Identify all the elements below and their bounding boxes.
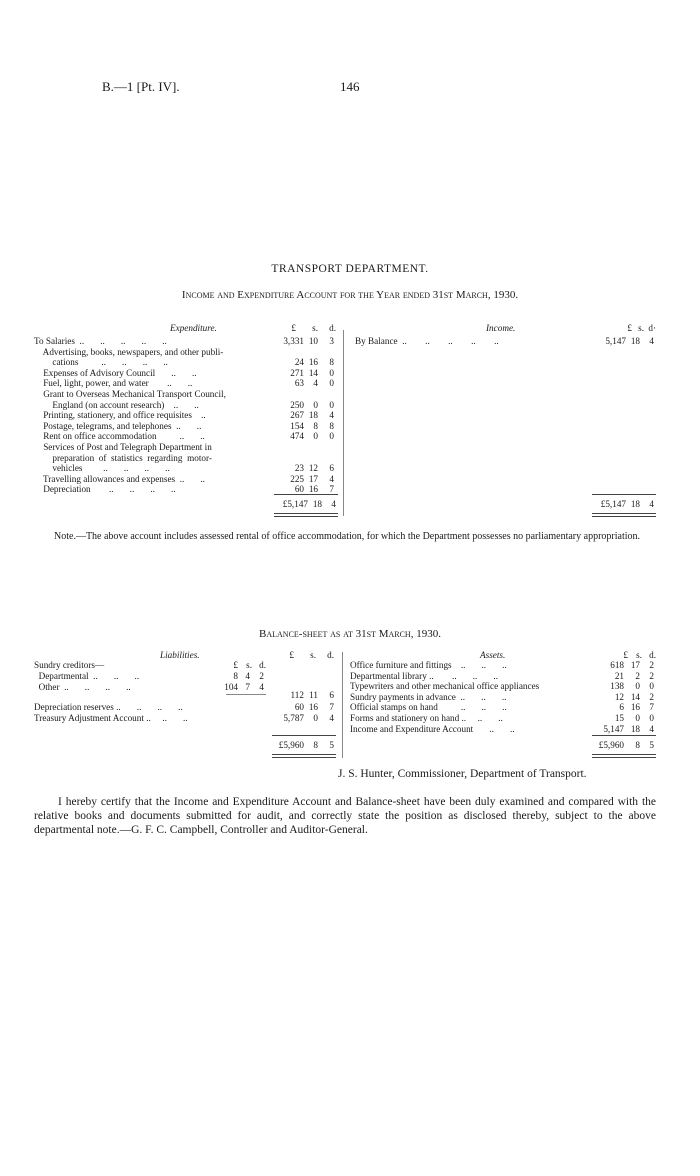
expenditure-line-pence: 0 [329, 378, 334, 389]
expenditure-line-shillings: 12 [308, 463, 318, 474]
asset-line-pence: 2 [649, 660, 654, 670]
expenditure-line-pounds: 225 [290, 473, 304, 484]
bs-sub-col-pence: d. [259, 660, 266, 670]
expenditure-line-text: Grant to Overseas Mechanical Transport Council, [34, 389, 226, 399]
asset-total-rule-top [592, 735, 656, 736]
asset-line-text: Forms and stationery on hand .. .. .. [350, 713, 503, 723]
creditor-shillings: 4 [245, 671, 250, 681]
ie-col-shillings: s. [312, 323, 318, 333]
expenditure-line-shillings: 18 [308, 410, 318, 421]
liab-total-rule-top [272, 735, 336, 736]
expenditure-line-text: Rent on office accommodation .. .. [34, 431, 205, 442]
expenditure-line-shillings: 17 [308, 473, 318, 484]
ie-col-pounds: £ [291, 323, 296, 333]
liability-pence: 7 [329, 702, 334, 712]
creditor-pounds: 8 [233, 671, 238, 681]
expenditure-line-text: preparation of statistics regarding motor- [34, 452, 212, 463]
asset-line-pence: 7 [649, 702, 654, 713]
asset-line-text: Sundry payments in advance .. .. .. [350, 691, 507, 702]
expenditure-line-shillings: 4 [313, 378, 318, 389]
asset-line-shillings: 2 [635, 670, 640, 681]
inc-total-shillings: 18 [630, 499, 640, 509]
bs-assets-col-pounds: £ [623, 650, 628, 660]
asset-line-pounds: 21 [614, 670, 624, 681]
expenditure-line-pounds: 3,331 [283, 336, 304, 346]
asset-line-pounds: 6 [619, 702, 624, 713]
expenditure-line-text: Advertising, books, newspapers, and other publi- [34, 346, 224, 357]
creditors-subtotal-pounds: 112 [290, 690, 304, 700]
expenditure-line-text: Fuel, light, power, and water .. .. [34, 378, 193, 389]
asset-line-text: Office furniture and fittings .. .. .. [350, 660, 507, 670]
expenditure-line-shillings: 16 [308, 484, 318, 495]
expenditure-line-shillings: 10 [308, 336, 318, 346]
inc-total-rule-1 [592, 513, 656, 514]
liab-total-pence: 5 [329, 740, 334, 750]
creditor-shillings: 7 [245, 682, 250, 692]
income-line: By Balance .. .. .. .. .. [355, 336, 499, 346]
bs-col-shillings: s. [310, 650, 316, 660]
liab-total-pounds: £5,960 [278, 740, 304, 750]
creditor-pence: 4 [259, 682, 264, 692]
liability-pence: 4 [329, 713, 334, 723]
expenditure-line-text: Printing, stationery, and office requisites .. [34, 410, 206, 421]
ie-col-pounds-right: £ [627, 323, 632, 333]
asset-line-pence: 2 [649, 670, 654, 681]
expenditure-line-shillings: 16 [308, 357, 318, 368]
expenditure-line-pounds: 267 [290, 410, 304, 421]
expenditure-line-pence: 7 [329, 484, 334, 495]
creditor-pounds: 104 [224, 682, 238, 692]
expenditure-line-pence: 0 [329, 431, 334, 442]
liability-shillings: 16 [308, 702, 318, 712]
expenditure-line-pence: 4 [329, 410, 334, 421]
liability-line: Depreciation reserves .. .. .. .. [34, 702, 183, 712]
exp-total-shillings: 18 [312, 499, 322, 509]
inc-total-pounds: £5,147 [600, 499, 626, 509]
asset-line-pounds: 15 [614, 713, 624, 723]
asset-line-text: Official stamps on hand .. .. .. [350, 702, 507, 713]
ie-col-pence-right: d· [648, 323, 656, 333]
liability-line: Treasury Adjustment Account .. .. .. [34, 713, 188, 723]
expenditure-line-pence: 0 [329, 399, 334, 410]
page-number: 146 [340, 79, 360, 94]
exp-total-rule-2 [274, 516, 338, 517]
expenditure-line-text: To Salaries .. .. .. .. .. [34, 336, 167, 346]
asset-line-shillings: 16 [630, 702, 640, 713]
asset-line-shillings: 17 [630, 660, 640, 670]
liab-total-rule-2 [272, 757, 336, 758]
expenditure-line-pounds: 250 [290, 399, 304, 410]
ie-col-pence: d. [329, 323, 336, 333]
exp-total-rule-1 [274, 513, 338, 514]
expenditure-line-text: Expenses of Advisory Council .. .. [34, 367, 197, 378]
ie-col-shillings-right: s. [638, 323, 644, 333]
expenditure-line-pounds: 271 [290, 367, 304, 378]
exp-total-pounds: £5,147 [282, 499, 308, 509]
asset-line-pounds: 12 [614, 691, 624, 702]
creditors-subtotal-rule [226, 694, 266, 695]
expenditure-line-pounds: 474 [290, 431, 304, 442]
expenditure-line-shillings: 0 [313, 399, 318, 410]
assets-label: Assets. [480, 650, 506, 660]
expenditure-line-text: cations .. .. .. .. [34, 357, 168, 368]
expenditure-line-shillings: 0 [313, 431, 318, 442]
income-line-shillings: 18 [630, 336, 640, 346]
audit-certificate: I hereby certify that the Income and Expenditure Account and Balance-sheet have been duly examined and compared with the relative books and documents submitted for audit, and correctly state the position as disclosed thereby, subject to the above departmental note.—G. F. C. Campbell, Controller and Auditor-General. [34, 796, 656, 836]
expenditure-line-pounds: 23 [294, 463, 304, 474]
bs-col-pence: d. [327, 650, 334, 660]
asset-line-shillings: 0 [635, 713, 640, 723]
exp-total-pence: 4 [331, 499, 336, 509]
bs-heading: Balance-sheet as at 31st March, 1930. [259, 628, 441, 640]
ie-divider [343, 330, 344, 516]
bs-sub-col-shillings: s. [246, 660, 252, 670]
inc-total-pence: 4 [649, 499, 654, 509]
bs-sub-col-pounds: £ [233, 660, 238, 670]
asset-line-pence: 0 [649, 681, 654, 692]
asset-line-shillings: 0 [635, 681, 640, 692]
creditor-line: Other .. .. .. .. [34, 682, 131, 692]
asset-total-shillings: 8 [635, 740, 640, 750]
asset-line-pence: 0 [649, 713, 654, 723]
asset-line-pounds: 138 [610, 681, 624, 692]
asset-line-pounds: 618 [610, 660, 624, 670]
ie-note: Note.—The above account includes assessed rental of office accommodation, for which the Department possesses no parliamentary appropriation. [54, 531, 641, 542]
expenditure-line-pounds: 60 [294, 484, 304, 495]
liab-total-shillings: 8 [313, 740, 318, 750]
liability-pounds: 5,787 [283, 713, 304, 723]
expenditure-line-pence: 3 [329, 336, 334, 346]
ie-heading: Income and Expenditure Account for the Year ended 31st March, 1930. [181, 289, 519, 301]
liability-pounds: 60 [294, 702, 304, 712]
liabilities-label: Liabilities. [160, 650, 200, 660]
bs-assets-col-pence: d. [649, 650, 656, 660]
income-line-pence: 4 [649, 336, 654, 346]
expenditure-line-text: Depreciation .. .. .. .. [34, 484, 176, 495]
expenditure-line-text: England (on account research) .. .. [34, 399, 199, 410]
expenditure-line-pence: 6 [329, 463, 334, 474]
expenditure-line-pence: 4 [329, 473, 334, 484]
asset-total-pounds: £5,960 [598, 740, 624, 750]
bs-col-pounds: £ [289, 650, 294, 660]
inc-total-rule-2 [592, 516, 656, 517]
bs-assets-col-shillings: s. [636, 650, 642, 660]
income-label: Income. [486, 323, 516, 333]
asset-line-pence: 2 [649, 691, 654, 702]
sundry-creditors: Sundry creditors— [34, 660, 105, 670]
expenditure-line-text: Postage, telegrams, and telephones .. .. [34, 420, 202, 431]
expenditure-line-text: vehicles .. .. .. .. [34, 463, 170, 474]
asset-line-pounds: 5,147 [603, 723, 624, 734]
asset-line-text: Typewriters and other mechanical office appliances [350, 681, 540, 692]
expenditure-line-pence: 0 [329, 367, 334, 378]
liab-total-rule-1 [272, 754, 336, 755]
expenditure-line-text: Services of Post and Telegraph Department in [34, 442, 212, 452]
asset-line-text: Income and Expenditure Account .. .. [350, 723, 515, 734]
liability-shillings: 0 [313, 713, 318, 723]
asset-total-rule-1 [592, 754, 656, 755]
inc-total-rule-top [592, 494, 656, 495]
bs-divider [342, 652, 343, 758]
expenditure-line-shillings: 8 [313, 420, 318, 431]
expenditure-label: Expenditure. [170, 323, 217, 333]
expenditure-line-pounds: 63 [294, 378, 304, 389]
expenditure-line-pence: 8 [329, 357, 334, 368]
creditors-subtotal-pence: 6 [329, 690, 334, 700]
expenditure-line-shillings: 14 [308, 367, 318, 378]
creditor-pence: 2 [259, 671, 264, 681]
asset-line-text: Departmental library .. .. .. .. [350, 670, 498, 681]
asset-line-shillings: 14 [630, 691, 640, 702]
department-title: TRANSPORT DEPARTMENT. [271, 263, 429, 275]
income-line-pounds: 5,147 [605, 336, 626, 346]
asset-line-pence: 4 [649, 723, 654, 734]
page-reference: B.—1 [Pt. IV]. [102, 79, 180, 94]
creditors-subtotal-shillings: 11 [309, 690, 318, 700]
exp-total-rule-top [274, 494, 338, 495]
creditor-line: Departmental .. .. .. [34, 671, 140, 681]
expenditure-line-pence: 8 [329, 420, 334, 431]
signature: J. S. Hunter, Commissioner, Department of Transport. [338, 768, 587, 780]
asset-line-shillings: 18 [630, 723, 640, 734]
expenditure-line-pounds: 154 [290, 420, 304, 431]
expenditure-line-text: Travelling allowances and expenses .. .. [34, 473, 205, 484]
asset-total-rule-2 [592, 757, 656, 758]
expenditure-line-pounds: 24 [294, 357, 304, 368]
asset-total-pence: 5 [649, 740, 654, 750]
